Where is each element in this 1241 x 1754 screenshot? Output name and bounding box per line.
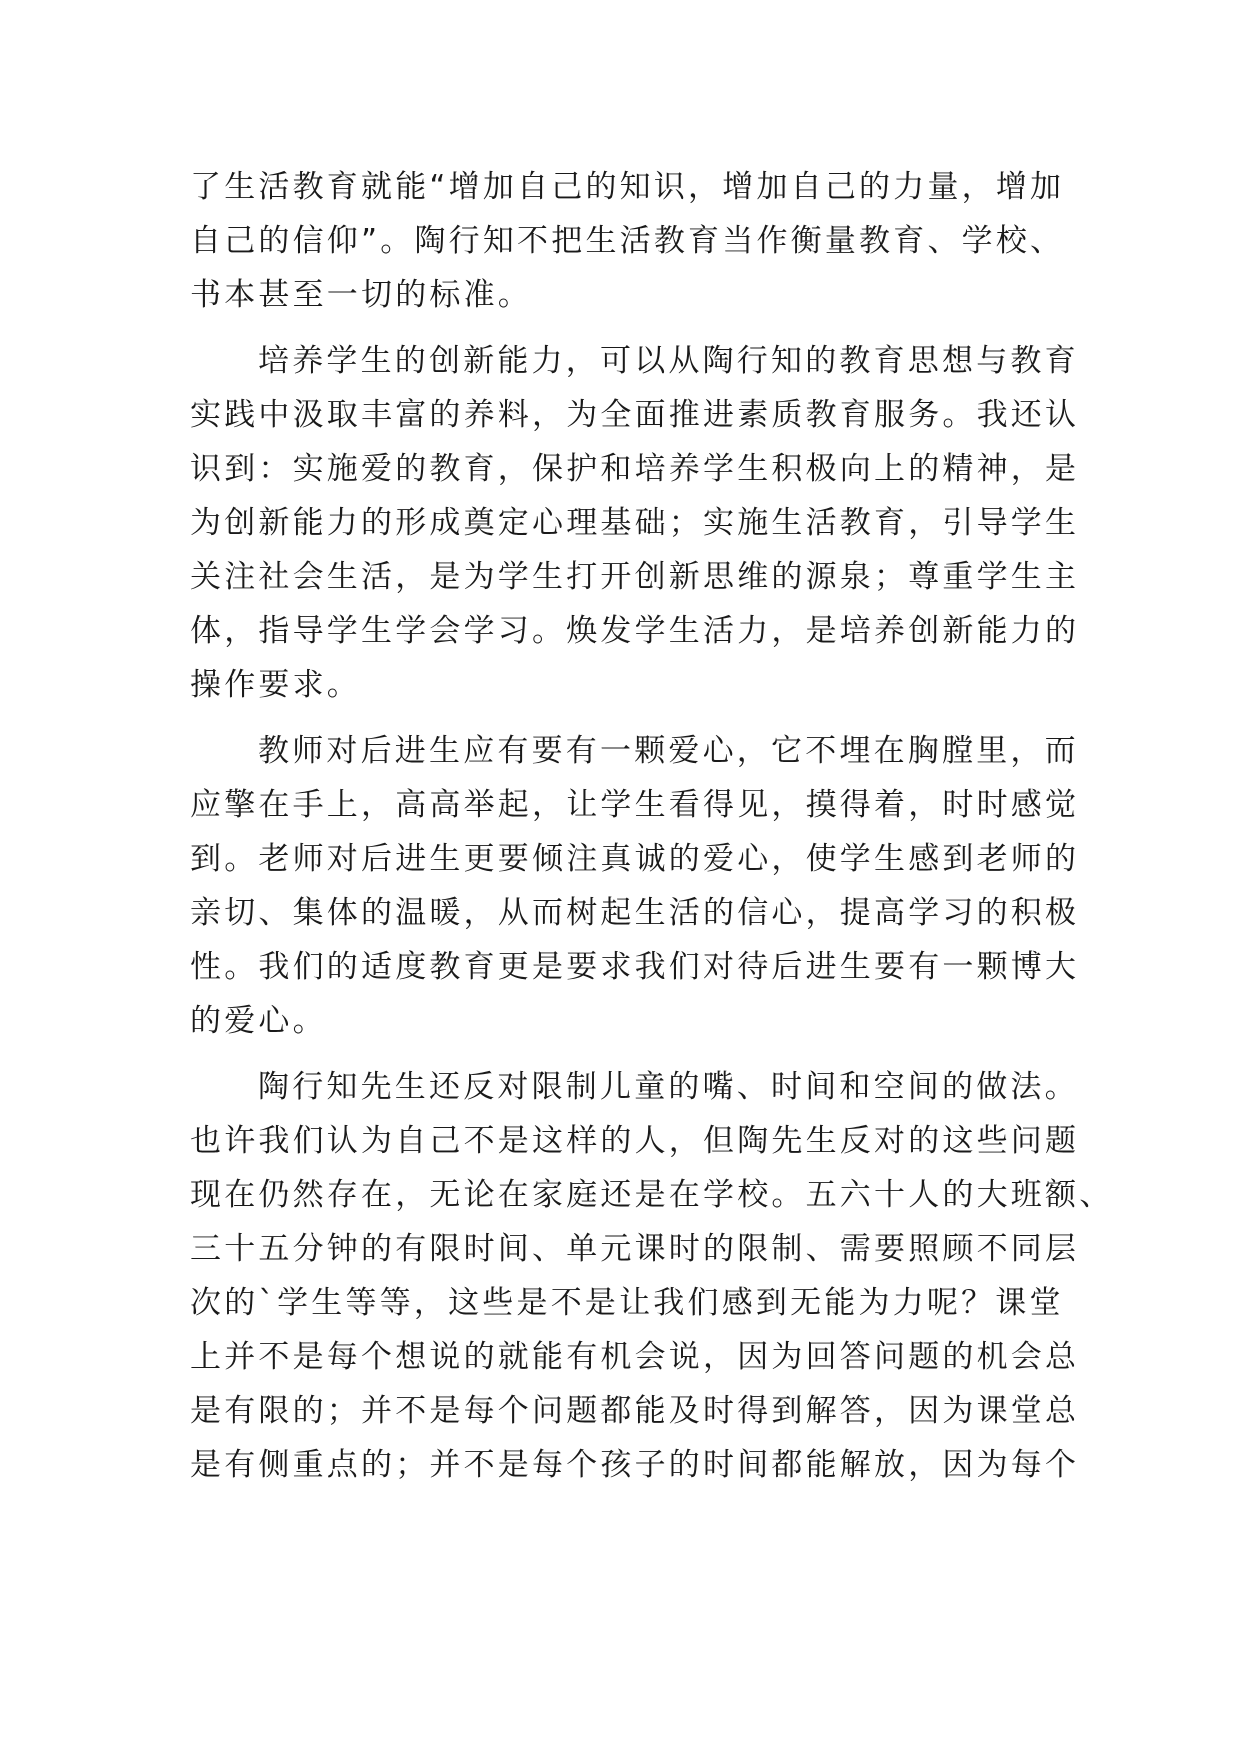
text-line: 次的`学生等等，这些是不是让我们感到无能为力呢？课堂 <box>190 1285 1064 1321</box>
text-line: 了生活教育就能“增加自己的知识，增加自己的力量，增加 <box>190 169 1065 205</box>
text-line: 实践中汲取丰富的养料，为全面推进素质教育服务。我还认 <box>190 397 1080 433</box>
text-line: 三十五分钟的有限时间、单元课时的限制、需要照顾不同层 <box>190 1231 1080 1267</box>
text-line: 上并不是每个想说的就能有机会说，因为回答问题的机会总 <box>190 1339 1080 1375</box>
text-line: 自己的信仰”。陶行知不把生活教育当作衡量教育、学校、 <box>190 223 1065 259</box>
text-line: 为创新能力的形成奠定心理基础；实施生活教育，引导学生 <box>190 505 1080 541</box>
paragraph-first-line: 教师对后进生应有要有一颗爱心，它不埋在胸膛里，而 <box>258 733 1079 769</box>
text-line: 操作要求。 <box>190 667 361 703</box>
text-line: 性。我们的适度教育更是要求我们对待后进生要有一颗博大 <box>190 949 1080 985</box>
text-line: 的爱心。 <box>190 1003 327 1039</box>
text-line: 应擎在手上，高高举起，让学生看得见，摸得着，时时感觉 <box>190 787 1080 823</box>
text-line: 现在仍然存在，无论在家庭还是在学校。五六十人的大班额、 <box>190 1177 1114 1213</box>
text-line: 亲切、集体的温暖，从而树起生活的信心，提高学习的积极 <box>190 895 1080 931</box>
text-line: 关注社会生活，是为学生打开创新思维的源泉；尊重学生主 <box>190 559 1080 595</box>
paragraph-first-line: 培养学生的创新能力，可以从陶行知的教育思想与教育 <box>258 343 1079 379</box>
text-line: 识到：实施爱的教育，保护和培养学生积极向上的精神，是 <box>190 451 1080 487</box>
text-line: 书本甚至一切的标准。 <box>190 277 532 313</box>
text-line: 是有限的；并不是每个问题都能及时得到解答，因为课堂总 <box>190 1393 1080 1429</box>
paragraph-first-line: 陶行知先生还反对限制儿童的嘴、时间和空间的做法。 <box>258 1069 1079 1105</box>
text-line: 到。老师对后进生更要倾注真诚的爱心，使学生感到老师的 <box>190 841 1080 877</box>
text-line: 体，指导学生学会学习。焕发学生活力，是培养创新能力的 <box>190 613 1080 649</box>
text-line: 是有侧重点的；并不是每个孩子的时间都能解放，因为每个 <box>190 1447 1080 1483</box>
text-line: 也许我们认为自己不是这样的人，但陶先生反对的这些问题 <box>190 1123 1080 1159</box>
